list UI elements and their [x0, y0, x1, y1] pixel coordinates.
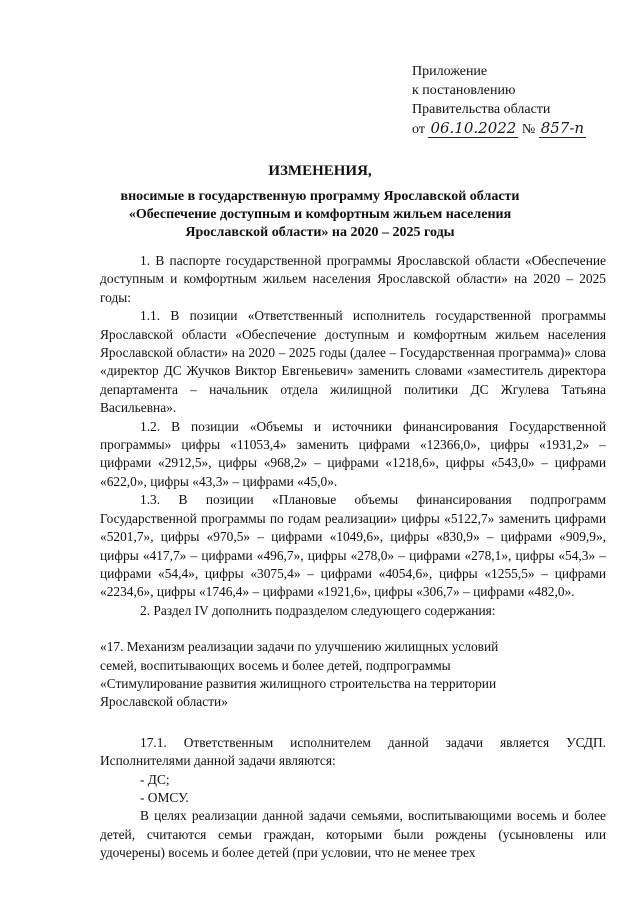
section-heading-line: Ярославской области»: [100, 694, 228, 710]
title-heading: ИЗМЕНЕНИЯ,: [268, 163, 372, 179]
document-body: [100, 252, 606, 863]
document-title: [60, 162, 580, 242]
appendix-block: [412, 62, 586, 139]
section-heading: [100, 638, 606, 712]
number-prefix: №: [521, 122, 536, 137]
paragraph-last: В целях реализации данной задачи семьями, воспитывающими восемь и более детей, считаются семьи граждан, которыми были рождены (усыновлены или удочерены) восемь и более детей (при условии, что не менее трех: [100, 808, 606, 861]
title-line: Ярославской области» на 2020 – 2025 годы: [185, 225, 455, 240]
handwritten-date: 06.10.2022: [430, 119, 517, 137]
list-item: - ДС;: [140, 771, 170, 787]
paragraph-1-2: 1.2. В позиции «Объемы и источники финансирования Государственной программы» цифры «11053,4» заменить цифрами «12366,0», цифры «1931,2» – цифрами «2912,5», цифры «968,2» – цифрами «1218,6», цифры «543,0» – цифрами «622,0», цифры «43,3» – цифрами «45,0».: [100, 418, 606, 489]
appendix-line: Правительства области: [412, 102, 551, 117]
paragraph-2: 2. Раздел IV дополнить подразделом следующего содержания:: [140, 602, 496, 618]
paragraph-1: 1. В паспорте государственной программы Ярославской области «Обеспечение доступным и комфортным жильем населения Ярославской области» на 2020 – 2025 годы:: [100, 253, 606, 305]
paragraph-1-3: 1.3. В позиции «Плановые объемы финансирования подпрограмм Государственной программы по годам реализации» цифры «5122,7» заменить цифрами «5201,7», цифры «970,5» – цифрами «1049,6», цифры «830,9» – цифрами «909,9», цифры «417,7» – цифрами «496,7», цифры «278,0» – цифрами «278,1», цифры «54,3» – цифрами «54,4», цифры «3075,4» – цифрами «4054,6», цифры «1255,5» – цифрами «2234,6», цифры «1746,4» – цифрами «1921,6», цифры «306,7» – цифрами «482,0».: [100, 492, 606, 600]
date-prefix: от: [412, 122, 425, 137]
handwritten-number: 857-п: [540, 119, 585, 137]
appendix-line: к постановлению: [412, 83, 516, 98]
appendix-line: Приложение: [412, 64, 488, 79]
list-item: - ОМСУ.: [140, 789, 189, 805]
section-heading-line: «Стимулирование развития жилищного строительства на территории: [100, 675, 497, 691]
paragraph-1-1: 1.1. В позиции «Ответственный исполнитель государственной программы Ярославской области «Обеспечение доступным и комфортным жильем населения Ярославской области» на 2020 – 2025 годы (далее – Государственная программа)» слова «директор ДС Жучков Виктор Евгеньевич» заменить словами «заместитель директора департамента – начальник отдела жилищной политики ДС Жгулева Татьяна Васильевна».: [100, 308, 606, 416]
title-line: вносимые в государственную программу Ярославской области: [120, 189, 520, 204]
title-line: «Обеспечение доступным и комфортным жильем населения: [128, 207, 512, 222]
appendix-date-line: [412, 119, 586, 139]
paragraph-17-1: 17.1. Ответственным исполнителем данной задачи является УСДП. Исполнителями данной задачи являются:: [100, 734, 606, 769]
section-heading-line: семей, воспитывающих восемь и более детей, подпрограммы: [100, 657, 451, 673]
section-heading-line: «17. Механизм реализации задачи по улучшению жилищных условий: [100, 639, 499, 655]
